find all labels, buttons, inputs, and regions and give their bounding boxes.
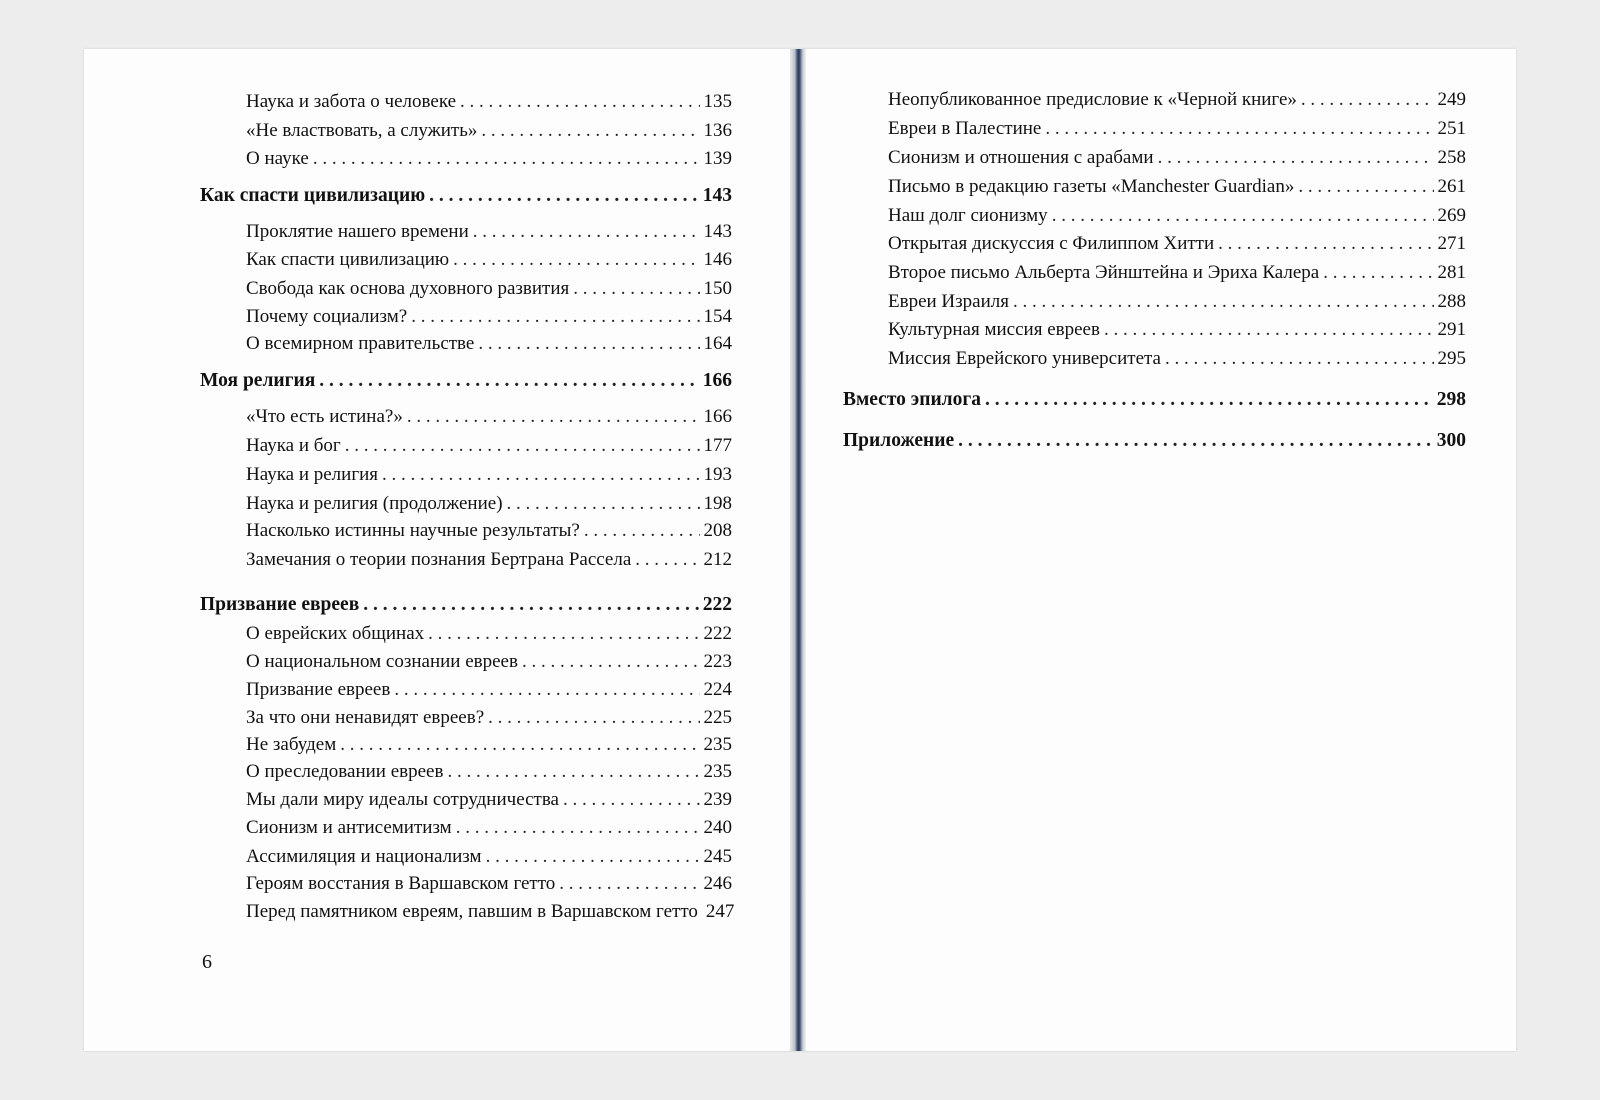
toc-entry-row — [246, 789, 732, 817]
dot-leader — [563, 789, 700, 811]
toc-entry-row — [246, 901, 735, 929]
toc-entry-row — [246, 707, 732, 735]
dot-leader — [407, 406, 700, 428]
dot-leader — [522, 651, 700, 673]
toc-entry-title: «Не властвовать, а служить» — [246, 120, 478, 141]
toc-entry-title: Свобода как основа духовного развития — [246, 278, 570, 299]
toc-page-number: 300 — [1436, 430, 1466, 451]
toc-entry-row — [888, 262, 1466, 290]
toc-entry-title: О всемирном правительстве — [246, 333, 475, 354]
dot-leader — [1218, 233, 1433, 255]
toc-page-number: 239 — [703, 789, 732, 810]
toc-page-number: 258 — [1437, 147, 1466, 168]
toc-page-number: 143 — [703, 221, 732, 242]
toc-entry-title: Приложение — [843, 430, 955, 451]
toc-entry-row — [246, 249, 732, 277]
toc-page-number: 166 — [703, 406, 732, 427]
dot-leader — [394, 679, 699, 701]
toc-entry-row — [246, 734, 732, 762]
toc-entry-row — [888, 348, 1466, 376]
toc-page-number: 150 — [703, 278, 732, 299]
toc-entry-title: Ассимиляция и национализм — [246, 846, 482, 867]
toc-entry-title: Наука и забота о человеке — [246, 91, 457, 112]
dot-leader — [486, 846, 700, 868]
dot-leader — [345, 435, 700, 457]
toc-entry-title: Проклятие нашего времени — [246, 221, 469, 242]
toc-page-number: 143 — [702, 185, 732, 206]
toc-section-row — [200, 594, 732, 622]
dot-leader — [411, 306, 699, 328]
dot-leader — [447, 761, 699, 783]
toc-entry-title: Второе письмо Альберта Эйнштейна и Эриха Калера — [888, 262, 1320, 283]
toc-page-number: 212 — [703, 549, 732, 570]
toc-page-number: 298 — [1436, 389, 1466, 410]
book-spread — [84, 49, 1516, 1051]
toc-entry-title: О преследовании евреев — [246, 761, 444, 782]
toc-entry-row — [246, 278, 732, 306]
toc-entry-row — [246, 406, 732, 434]
dot-leader — [382, 464, 699, 486]
toc-page-number: 246 — [703, 873, 732, 894]
toc-page-number: 198 — [703, 493, 732, 514]
toc-entry-title: Как спасти цивилизацию — [200, 185, 426, 206]
toc-entry-title: Наш долг сионизму — [888, 205, 1048, 226]
toc-page-number: 193 — [703, 464, 732, 485]
toc-entry-title: Перед памятником евреям, павшим в Варшавском гетто — [246, 901, 698, 922]
toc-entry-title: О национальном сознании евреев — [246, 651, 518, 672]
toc-page-number: 146 — [703, 249, 732, 270]
toc-page-number: 235 — [703, 761, 732, 782]
dot-leader — [428, 623, 699, 645]
toc-page-number: 247 — [705, 901, 735, 922]
toc-page-number: 269 — [1437, 205, 1466, 226]
toc-entry-title: Мы дали миру идеалы сотрудничества — [246, 789, 559, 810]
dot-leader — [1013, 291, 1434, 313]
toc-entry-row — [246, 623, 732, 651]
toc-entry-row — [888, 147, 1466, 175]
toc-entry-row — [246, 148, 732, 176]
toc-entry-title: Наука и религия (продолжение) — [246, 493, 503, 514]
toc-entry-title: Миссия Еврейского университета — [888, 348, 1161, 369]
toc-entry-title: Наука и бог — [246, 435, 341, 456]
toc-entry-row — [246, 520, 732, 548]
toc-entry-row — [888, 118, 1466, 146]
toc-entry-title: Замечания о теории познания Бертрана Рассела — [246, 549, 632, 570]
toc-entry-row — [888, 319, 1466, 347]
toc-section-row — [200, 370, 732, 398]
toc-entry-row — [246, 651, 732, 679]
toc-entry-title: Сионизм и антисемитизм — [246, 817, 452, 838]
toc-entry-title: О еврейских общинах — [246, 623, 425, 644]
dot-leader — [958, 430, 1433, 452]
toc-entry-title: Почему социализм? — [246, 306, 408, 327]
toc-entry-title: Культурная миссия евреев — [888, 319, 1100, 340]
dot-leader — [488, 707, 699, 729]
dot-leader — [313, 148, 700, 170]
toc-page-number: 251 — [1437, 118, 1466, 139]
toc-page-number: 166 — [702, 370, 732, 391]
toc-page-number: 281 — [1437, 262, 1466, 283]
dot-leader — [559, 873, 699, 895]
toc-page-number: 225 — [703, 707, 732, 728]
dot-leader — [1045, 118, 1433, 140]
dot-leader — [340, 734, 699, 756]
toc-entry-row — [246, 549, 732, 577]
dot-leader — [456, 817, 700, 839]
dot-leader — [481, 120, 699, 142]
dot-leader — [573, 278, 699, 300]
dot-leader — [363, 594, 699, 616]
dot-leader — [319, 370, 698, 392]
dot-leader — [584, 520, 700, 542]
toc-entry-row — [246, 873, 732, 901]
toc-page-number: 208 — [703, 520, 732, 541]
toc-page-number: 245 — [703, 846, 732, 867]
toc-entry-title: Героям восстания в Варшавском гетто — [246, 873, 556, 894]
toc-entry-row — [246, 817, 732, 845]
toc-entry-row — [888, 291, 1466, 319]
toc-entry-title: Евреи Израиля — [888, 291, 1009, 312]
toc-page-number: 154 — [703, 306, 732, 327]
toc-entry-title: Вместо эпилога — [843, 389, 981, 410]
toc-page-number: 288 — [1437, 291, 1466, 312]
toc-entry-title: Письмо в редакцию газеты «Manchester Guardian» — [888, 176, 1295, 197]
toc-entry-title: Открытая дискуссия с Филиппом Хитти — [888, 233, 1215, 254]
toc-entry-title: За что они ненавидят евреев? — [246, 707, 485, 728]
toc-entry-title: Сионизм и отношения с арабами — [888, 147, 1154, 168]
dot-leader — [1323, 262, 1433, 284]
toc-page-number: 261 — [1437, 176, 1466, 197]
toc-page-number: 224 — [703, 679, 732, 700]
dot-leader — [1165, 348, 1434, 370]
dot-leader — [1298, 176, 1433, 198]
toc-entry-title: Неопубликованное предисловие к «Черной книге» — [888, 89, 1297, 110]
toc-entry-row — [246, 306, 732, 334]
left-page — [84, 49, 790, 1051]
toc-page-number: 177 — [703, 435, 732, 456]
toc-page-number: 139 — [703, 148, 732, 169]
toc-page-number: 223 — [703, 651, 732, 672]
toc-page-number: 235 — [703, 734, 732, 755]
dot-leader — [460, 91, 699, 113]
toc-section-row — [843, 430, 1466, 458]
toc-entry-row — [246, 91, 732, 119]
dot-leader — [985, 389, 1433, 411]
toc-entry-title: Не забудем — [246, 734, 337, 755]
dot-leader — [507, 493, 700, 515]
dot-leader — [429, 185, 699, 207]
toc-section-row — [843, 389, 1466, 417]
dot-leader — [635, 549, 699, 571]
right-page — [806, 49, 1516, 1051]
dot-leader — [1104, 319, 1434, 341]
toc-page-number: 249 — [1437, 89, 1466, 110]
toc-section-row — [200, 185, 732, 213]
toc-entry-title: Моя религия — [200, 370, 316, 391]
toc-page-number: 240 — [703, 817, 732, 838]
toc-entry-row — [246, 493, 732, 521]
toc-entry-title: Наука и религия — [246, 464, 379, 485]
dot-leader — [1301, 89, 1434, 111]
toc-page-number: 164 — [703, 333, 732, 354]
toc-entry-row — [888, 176, 1466, 204]
toc-entry-title: «Что есть истина?» — [246, 406, 403, 427]
dot-leader — [1052, 205, 1434, 227]
book-spine — [790, 49, 806, 1051]
toc-entry-row — [888, 233, 1466, 261]
toc-entry-title: Призвание евреев — [200, 594, 360, 615]
toc-page-number: 222 — [702, 594, 732, 615]
toc-entry-title: О науке — [246, 148, 309, 169]
toc-entry-row — [246, 221, 732, 249]
dot-leader — [473, 221, 700, 243]
toc-page-number: 271 — [1437, 233, 1466, 254]
toc-page-number: 135 — [703, 91, 732, 112]
toc-entry-row — [246, 464, 732, 492]
toc-entry-title: Призвание евреев — [246, 679, 391, 700]
toc-entry-row — [246, 120, 732, 148]
toc-entry-row — [888, 89, 1466, 117]
dot-leader — [1158, 147, 1434, 169]
toc-page-number: 291 — [1437, 319, 1466, 340]
toc-page-number: 136 — [703, 120, 732, 141]
toc-entry-row — [246, 761, 732, 789]
toc-page-number: 295 — [1437, 348, 1466, 369]
toc-entry-title: Насколько истинны научные результаты? — [246, 520, 580, 541]
toc-entry-row — [246, 679, 732, 707]
page-number: 6 — [202, 951, 212, 973]
toc-entry-title: Как спасти цивилизацию — [246, 249, 450, 270]
toc-entry-row — [246, 846, 732, 874]
toc-entry-row — [246, 333, 732, 361]
toc-entry-row — [888, 205, 1466, 233]
toc-entry-row — [246, 435, 732, 463]
toc-entry-title: Евреи в Палестине — [888, 118, 1042, 139]
toc-page-number: 222 — [703, 623, 732, 644]
dot-leader — [453, 249, 699, 271]
dot-leader — [478, 333, 699, 355]
